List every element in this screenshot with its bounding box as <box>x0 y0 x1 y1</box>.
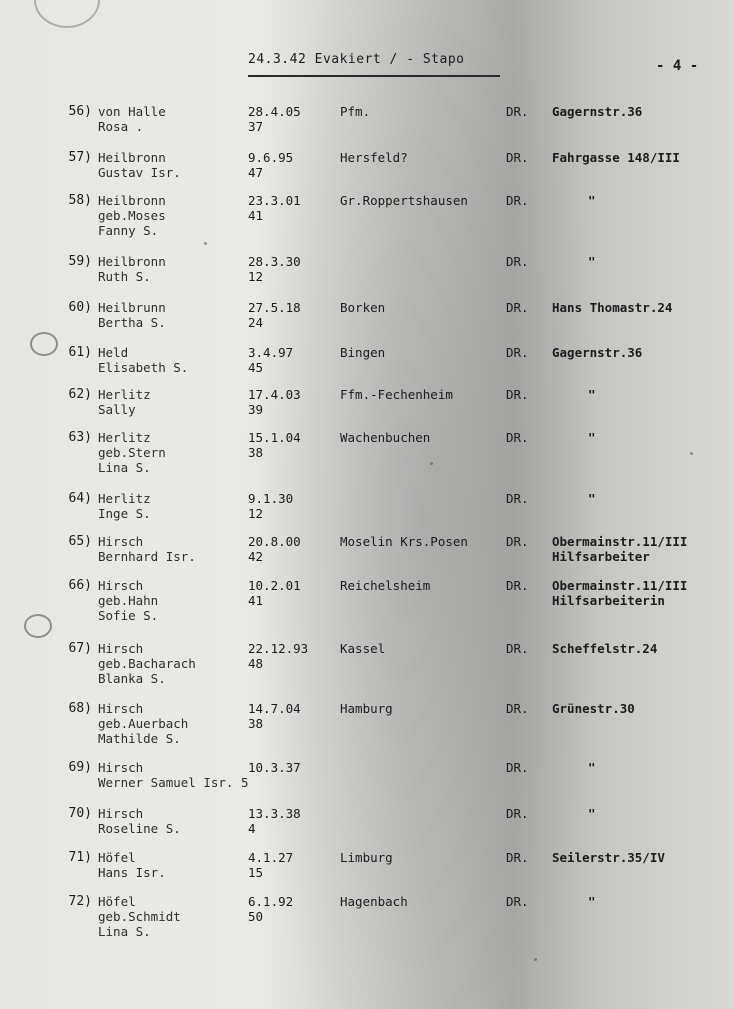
person-name <box>98 760 249 790</box>
birth-date <box>248 387 301 417</box>
birth-date <box>248 806 301 836</box>
birth-date <box>248 641 308 671</box>
birth-date-value: 23.3.01 <box>248 193 301 208</box>
name-line: geb.Stern <box>98 445 166 460</box>
paper-speck <box>430 462 433 465</box>
entry-number: 57) <box>68 150 92 165</box>
address-line: " <box>588 387 596 402</box>
address <box>552 193 596 208</box>
name-line: Hirsch <box>98 578 144 593</box>
nationality-mark: DR. <box>506 760 529 775</box>
birth-date-value: 10.3.37 <box>248 760 301 775</box>
entry-number: 65) <box>68 534 92 549</box>
address-line: Gagernstr.36 <box>552 345 643 360</box>
name-line: Elisabeth S. <box>98 360 189 375</box>
name-line: Werner Samuel Isr. 5 <box>98 775 249 790</box>
entry-number: 56) <box>68 104 92 119</box>
birth-place: Pfm. <box>340 104 371 119</box>
birth-date <box>248 345 293 375</box>
birth-date-value: 6.1.92 <box>248 894 294 909</box>
birth-place: Hagenbach <box>340 894 408 909</box>
name-line: Hirsch <box>98 806 144 821</box>
birth-place: Borken <box>340 300 386 315</box>
name-line: von Halle <box>98 104 166 119</box>
nationality-mark: DR. <box>506 641 529 656</box>
person-name <box>98 806 181 836</box>
person-name <box>98 150 181 180</box>
occupation-line: Hilfsarbeiterin <box>552 593 665 608</box>
name-line: Herlitz <box>98 387 151 402</box>
person-name <box>98 894 181 939</box>
name-line: Ruth S. <box>98 269 151 284</box>
entry-number: 71) <box>68 850 92 865</box>
name-line: Fanny S. <box>98 223 159 238</box>
entry-number: 69) <box>68 760 92 775</box>
entry-number: 68) <box>68 701 92 716</box>
entry-number: 59) <box>68 254 92 269</box>
age-value: 24 <box>248 315 264 330</box>
age-value: 50 <box>248 909 264 924</box>
name-line: Lina S. <box>98 460 151 475</box>
nationality-mark: DR. <box>506 254 529 269</box>
address <box>552 150 680 165</box>
address-line: Obermainstr.11/III <box>552 534 688 549</box>
address-line: " <box>588 430 596 445</box>
address <box>552 578 687 608</box>
entry-number: 66) <box>68 578 92 593</box>
paper-speck <box>534 958 537 961</box>
name-line: Bernhard Isr. <box>98 549 196 564</box>
entry-number: 58) <box>68 193 92 208</box>
person-name <box>98 345 188 375</box>
nationality-mark: DR. <box>506 300 529 315</box>
person-name <box>98 491 151 521</box>
birth-place: Kassel <box>340 641 386 656</box>
entry-number: 67) <box>68 641 92 656</box>
name-line: Mathilde S. <box>98 731 181 746</box>
address <box>552 491 596 506</box>
address <box>552 254 596 269</box>
nationality-mark: DR. <box>506 806 529 821</box>
birth-date <box>248 578 301 608</box>
name-line: Hirsch <box>98 760 144 775</box>
person-name <box>98 254 166 284</box>
name-line: Höfel <box>98 850 136 865</box>
birth-place: Bingen <box>340 345 386 360</box>
nationality-mark: DR. <box>506 387 529 402</box>
address-line: Hans Thomastr.24 <box>552 300 673 315</box>
birth-date <box>248 894 293 924</box>
name-line: Inge S. <box>98 506 151 521</box>
address <box>552 387 596 402</box>
entry-number: 70) <box>68 806 92 821</box>
name-line: Blanka S. <box>98 671 166 686</box>
address <box>552 430 596 445</box>
name-line: Hans Isr. <box>98 865 166 880</box>
page-number: - 4 - <box>656 58 699 74</box>
birth-date-value: 4.1.27 <box>248 850 294 865</box>
birth-date-value: 27.5.18 <box>248 300 301 315</box>
birth-date <box>248 104 301 134</box>
nationality-mark: DR. <box>506 491 529 506</box>
birth-date <box>248 150 293 180</box>
birth-place: Hamburg <box>340 701 393 716</box>
address <box>552 894 596 909</box>
address <box>552 760 596 775</box>
age-value: 42 <box>248 549 264 564</box>
nationality-mark: DR. <box>506 104 529 119</box>
person-name <box>98 104 166 134</box>
birth-date-value: 10.2.01 <box>248 578 301 593</box>
birth-date-value: 14.7.04 <box>248 701 301 716</box>
name-line: Heilbrunn <box>98 300 166 315</box>
birth-place: Reichelsheim <box>340 578 431 593</box>
age-value: 41 <box>248 593 264 608</box>
name-line: Bertha S. <box>98 315 166 330</box>
birth-date <box>248 701 301 731</box>
name-line: Roseline S. <box>98 821 181 836</box>
address <box>552 850 665 865</box>
name-line: Herlitz <box>98 430 151 445</box>
age-value: 47 <box>248 165 264 180</box>
birth-date <box>248 193 301 223</box>
age-value: 38 <box>248 445 264 460</box>
birth-date-value: 20.8.00 <box>248 534 301 549</box>
name-line: Held <box>98 345 129 360</box>
header-underline <box>248 75 500 77</box>
address <box>552 641 657 656</box>
birth-date-value: 13.3.38 <box>248 806 301 821</box>
birth-date-value: 15.1.04 <box>248 430 301 445</box>
name-line: Heilbronn <box>98 193 166 208</box>
name-line: Heilbronn <box>98 150 166 165</box>
address-line: Obermainstr.11/III <box>552 578 688 593</box>
person-name <box>98 387 151 417</box>
name-line: Herlitz <box>98 491 151 506</box>
name-line: geb.Hahn <box>98 593 159 608</box>
entry-number: 72) <box>68 894 92 909</box>
birth-date-value: 9.1.30 <box>248 491 294 506</box>
name-line: Hirsch <box>98 641 144 656</box>
name-line: Hirsch <box>98 701 144 716</box>
address <box>552 345 642 360</box>
birth-date <box>248 760 301 790</box>
birth-place: Moselin Krs.Posen <box>340 534 468 549</box>
age-value: 41 <box>248 208 264 223</box>
address-line: Scheffelstr.24 <box>552 641 658 656</box>
person-name <box>98 850 166 880</box>
age-value: 4 <box>248 821 256 836</box>
age-value: 12 <box>248 506 264 521</box>
address-line: " <box>588 254 596 269</box>
address-line: " <box>588 760 596 775</box>
birth-place: Gr.Roppertshausen <box>340 193 468 208</box>
entry-number: 62) <box>68 387 92 402</box>
entry-number: 61) <box>68 345 92 360</box>
name-line: Lina S. <box>98 924 151 939</box>
person-name <box>98 430 166 475</box>
address <box>552 534 687 564</box>
address-line: Fahrgasse 148/III <box>552 150 680 165</box>
punch-hole <box>24 614 52 638</box>
birth-date-value: 22.12.93 <box>248 641 309 656</box>
age-value: 15 <box>248 865 264 880</box>
address <box>552 300 672 315</box>
birth-place: Hersfeld? <box>340 150 408 165</box>
birth-date <box>248 491 293 521</box>
address <box>552 701 635 716</box>
birth-date-value: 28.4.05 <box>248 104 301 119</box>
page-header: 24.3.42 Evakiert / - Stapo <box>248 52 465 67</box>
birth-date <box>248 534 301 564</box>
name-line: geb.Bacharach <box>98 656 196 671</box>
paper-speck <box>204 242 207 245</box>
paper-speck <box>690 452 693 455</box>
address <box>552 806 596 821</box>
nationality-mark: DR. <box>506 534 529 549</box>
occupation-line: Hilfsarbeiter <box>552 549 650 564</box>
nationality-mark: DR. <box>506 701 529 716</box>
address-line: " <box>588 806 596 821</box>
nationality-mark: DR. <box>506 193 529 208</box>
nationality-mark: DR. <box>506 894 529 909</box>
birth-date <box>248 850 293 880</box>
address-line: Seilerstr.35/IV <box>552 850 665 865</box>
stamp-mark <box>34 0 100 28</box>
birth-date <box>248 430 301 460</box>
person-name <box>98 300 166 330</box>
age-value: 38 <box>248 716 264 731</box>
age-value: 37 <box>248 119 264 134</box>
birth-date-value: 17.4.03 <box>248 387 301 402</box>
address <box>552 104 642 119</box>
birth-place: Wachenbuchen <box>340 430 431 445</box>
name-line: Sofie S. <box>98 608 159 623</box>
age-value: 12 <box>248 269 264 284</box>
age-value: 45 <box>248 360 264 375</box>
name-line: Hirsch <box>98 534 144 549</box>
address-line: " <box>588 491 596 506</box>
person-name <box>98 578 158 623</box>
age-value <box>248 775 301 790</box>
person-name <box>98 534 196 564</box>
entry-number: 63) <box>68 430 92 445</box>
birth-place: Limburg <box>340 850 393 865</box>
name-line: Heilbronn <box>98 254 166 269</box>
person-name <box>98 193 166 238</box>
name-line: Rosa . <box>98 119 144 134</box>
nationality-mark: DR. <box>506 345 529 360</box>
nationality-mark: DR. <box>506 578 529 593</box>
age-value: 48 <box>248 656 264 671</box>
birth-place: Ffm.-Fechenheim <box>340 387 453 402</box>
name-line: geb.Moses <box>98 208 166 223</box>
name-line: geb.Auerbach <box>98 716 189 731</box>
nationality-mark: DR. <box>506 850 529 865</box>
birth-date <box>248 300 301 330</box>
name-line: geb.Schmidt <box>98 909 181 924</box>
person-name <box>98 701 188 746</box>
birth-date-value: 28.3.30 <box>248 254 301 269</box>
name-line: Höfel <box>98 894 136 909</box>
nationality-mark: DR. <box>506 150 529 165</box>
address-line: Gagernstr.36 <box>552 104 643 119</box>
address-line: " <box>588 193 596 208</box>
person-name <box>98 641 196 686</box>
age-value: 39 <box>248 402 264 417</box>
address-line: " <box>588 894 596 909</box>
name-line: Sally <box>98 402 136 417</box>
name-line: Gustav Isr. <box>98 165 181 180</box>
address-line: Grünestr.30 <box>552 701 635 716</box>
entry-number: 60) <box>68 300 92 315</box>
birth-date-value: 3.4.97 <box>248 345 294 360</box>
entry-number: 64) <box>68 491 92 506</box>
birth-date <box>248 254 301 284</box>
birth-date-value: 9.6.95 <box>248 150 294 165</box>
nationality-mark: DR. <box>506 430 529 445</box>
